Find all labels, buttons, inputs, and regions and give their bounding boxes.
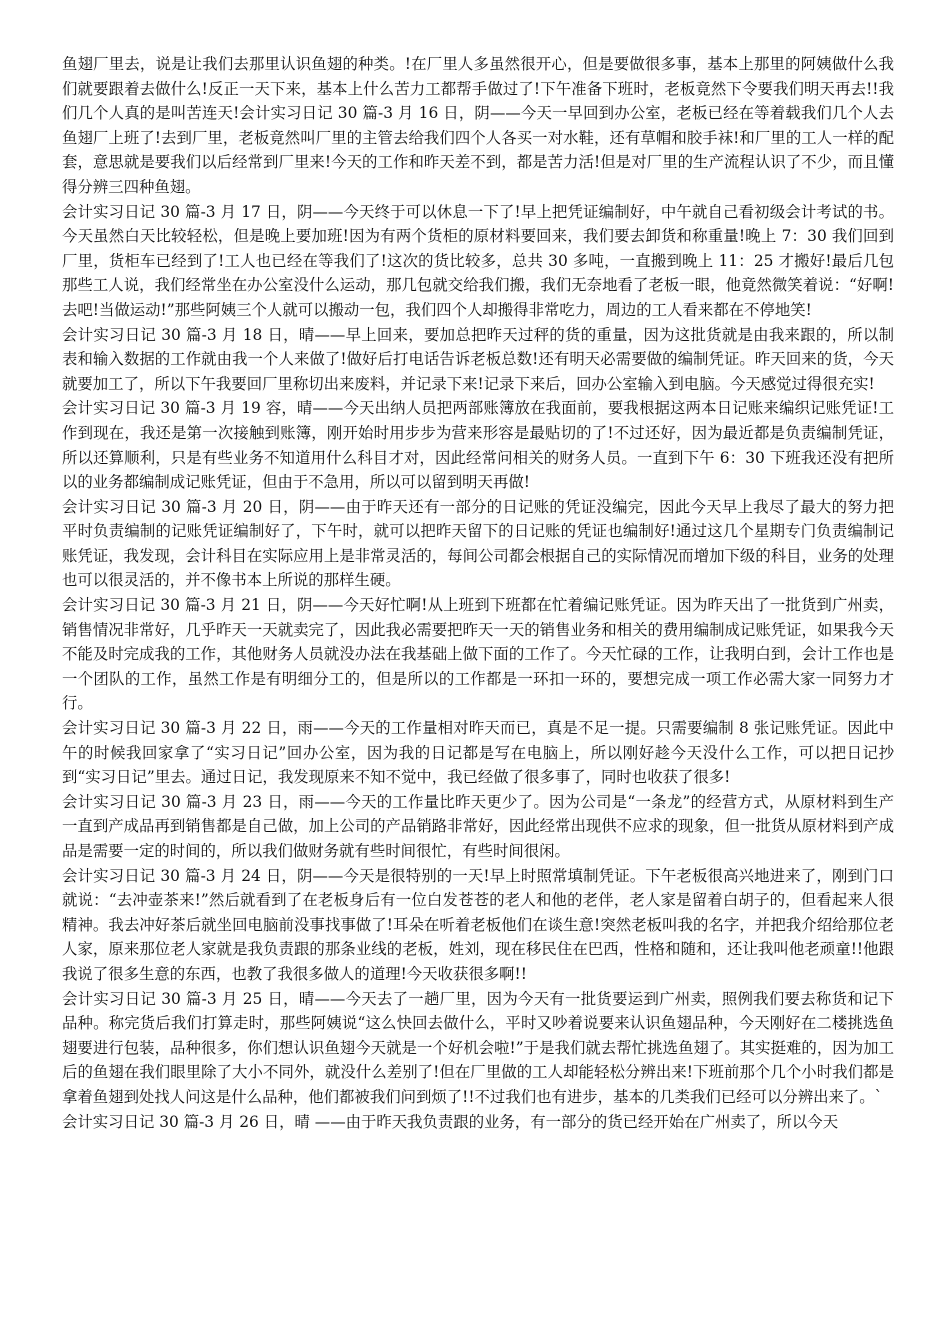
paragraph-11: 会计实习日记 30 篇-3 月 26 日，晴 ——由于昨天我负责跟的业务，有一部分的货已经开始在广州卖了，所以今天 [62,1112,839,1131]
paragraph-7: 会计实习日记 30 篇-3 月 22 日，雨——今天的工作量相对昨天而已，真是不足一提。只需要编制 8 张记账凭证。因此中午的时候我回家拿了“实习日记”回办公室，因为我的日记都是写在电脑上，所以刚好趁今天没什么工作，可以把日记抄到“实习日记”里去。通过日记，我发现原来不知不觉中，我已经做了很多事了，同时也收获了很多! [62,719,894,787]
paragraph-6: 会计实习日记 30 篇-3 月 21 日，阴——今天好忙啊!从上班到下班都在忙着编记账凭证。因为昨天出了一批货到广州卖，销售情况非常好，几乎昨天一天就卖完了，因此我必需要把昨天一天的销售业务和相关的费用编制成记账凭证，如果我今天不能及时完成我的工作，其他财务人员就没办法在我基础上做下面的工作了。今天忙碌的工作，让我明白到，会计工作也是一个团队的工作，虽然工作是有明细分工的，但是所以的工作都是一环扣一环的，要想完成一项工作必需大家一同努力才行。 [62,596,894,713]
paragraph-4: 会计实习日记 30 篇-3 月 19 容，晴——今天出纳人员把两部账簿放在我面前，要我根据这两本日记账来编织记账凭证!工作到现在，我还是第一次接触到账簿，刚开始时用步步为营来形容是最贴切的了!不过还好，因为最近都是负责编制凭证，所以还算顺利，只是有些业务不知道用什么科目才对，因此经常问相关的财务人员。一直到下午 6：30 下班我还没有把所以的业务都编制成记账凭证，但由于不急用，所以可以留到明天再做! [62,399,894,492]
document-page [62,52,894,1134]
paragraph-9: 会计实习日记 30 篇-3 月 24 日，阴——今天是很特别的一天!早上时照常填制凭证。下午老板很高兴地进来了，刚到门口就说：“去冲壶茶来!”然后就看到了在老板身后有一位白发苍苍的老人和他的老伴，老人家是留着白胡子的，但看起来人很精神。我去冲好茶后就坐回电脑前没事找事做了!耳朵在听着老板他们在谈生意!突然老板叫我的名字，并把我介绍给那位老人家，原来那位老人家就是我负责跟的那条业线的老板，姓刘，现在移民住在巴西，性格和随和，还让我叫他老顽童!!他跟我说了很多生意的东西，也教了我很多做人的道理!今天收获很多啊!! [62,866,894,983]
paragraph-5: 会计实习日记 30 篇-3 月 20 日，阴——由于昨天还有一部分的日记账的凭证没编完，因此今天早上我尽了最大的努力把平时负责编制的记账凭证编制好了，下午时，就可以把昨天留下的日记账的凭证也编制好!通过这几个星期专门负责编制记账凭证，我发现，会计科目在实际应用上是非常灵活的，每间公司都会根据自己的实际情况而增加下级的科目，业务的处理也可以很灵活的，并不像书本上所说的那样生硬。 [62,497,894,590]
paragraph-10: 会计实习日记 30 篇-3 月 25 日，晴——今天去了一趟厂里，因为今天有一批货要运到广州卖，照例我们要去称货和记下品种。称完货后我们打算走时，那些阿姨说“这么快回去做什么，平时又吵着说要来认识鱼翅品种，今天刚好在二楼挑选鱼翅要进行包装，品种很多，你们想认识鱼翅今天就是一个好机会啦!”于是我们就去帮忙挑选鱼翅了。其实挺难的，因为加工后的鱼翅在我们眼里除了大小不同外，就没什么差别了!但在厂里做的工人却能轻松分辨出来!下班前那个几个小时我们都是拿着鱼翅到处找人问这是什么品种，他们都被我们问到烦了!!不过我们也有进步，基本的几类我们已经可以分辨出来了。` [62,989,894,1106]
paragraph-3: 会计实习日记 30 篇-3 月 18 日，晴——早上回来，要加总把昨天过秤的货的重量，因为这批货就是由我来跟的，所以制表和输入数据的工作就由我一个人来做了!做好后打电话告诉老板总数!还有明天必需要做的编制凭证。昨天回来的货，今天就要加工了，所以下午我要回厂里称切出来废料，并记录下来!记录下来后，回办公室输入到电脑。今天感觉过得很充实! [62,325,894,393]
paragraph-1: 鱼翅厂里去，说是让我们去那里认识鱼翅的种类。!在厂里人多虽然很开心，但是要做很多事，基本上那里的阿姨做什么我们就要跟着去做什么!反正一天下来，基本上什么苦力工都帮手做过了!下午准备下班时，老板竟然下令要我们明天再去!!我们几个人真的是叫苦连天!会计实习日记 30 篇-3 月 16 日，阴——今天一早回到办公室，老板已经在等着载我们几个人去鱼翅厂上班了!去到厂里，老板竟然叫厂里的主管去给我们四个人各买一对水鞋，还有草帽和胶手袜!和厂里的工人一样的配套，意思就是要我们以后经常到厂里来!今天的工作和昨天差不到，都是苦力活!但是对厂里的生产流程认识了不少，而且懂得分辨三四种鱼翅。 [62,55,894,196]
paragraph-8: 会计实习日记 30 篇-3 月 23 日，雨——今天的工作量比昨天更少了。因为公司是“一条龙”的经营方式，从原材料到生产一直到产成品再到销售都是自己做，加上公司的产品销路非常好，因此经常出现供不应求的现象，但一批货从原材料到产成品是需要一定的时间的，所以我们做财务就有些时间很忙，有些时间很闲。 [62,792,894,860]
paragraph-2: 会计实习日记 30 篇-3 月 17 日，阴——今天终于可以休息一下了!早上把凭证编制好，中午就自己看初级会计考试的书。今天虽然白天比较轻松，但是晚上要加班!因为有两个货柜的原材料要回来，我们要去卸货和称重量!晚上 7：30 我们回到厂里，货柜车已经到了!工人也已经在等我们了!这次的货比较多，总共 30 多吨，一直搬到晚上 11：25 才搬好!最后几包那些工人说，我们经常坐在办公室没什么运动，那几包就交给我们搬，我们无奈地看了老板一眼，他竟然微笑着说：“好啊!去吧!当做运动!”那些阿姨三个人就可以搬动一包，我们四个人却搬得非常吃力，周边的工人看来都在不停地笑! [62,202,894,319]
